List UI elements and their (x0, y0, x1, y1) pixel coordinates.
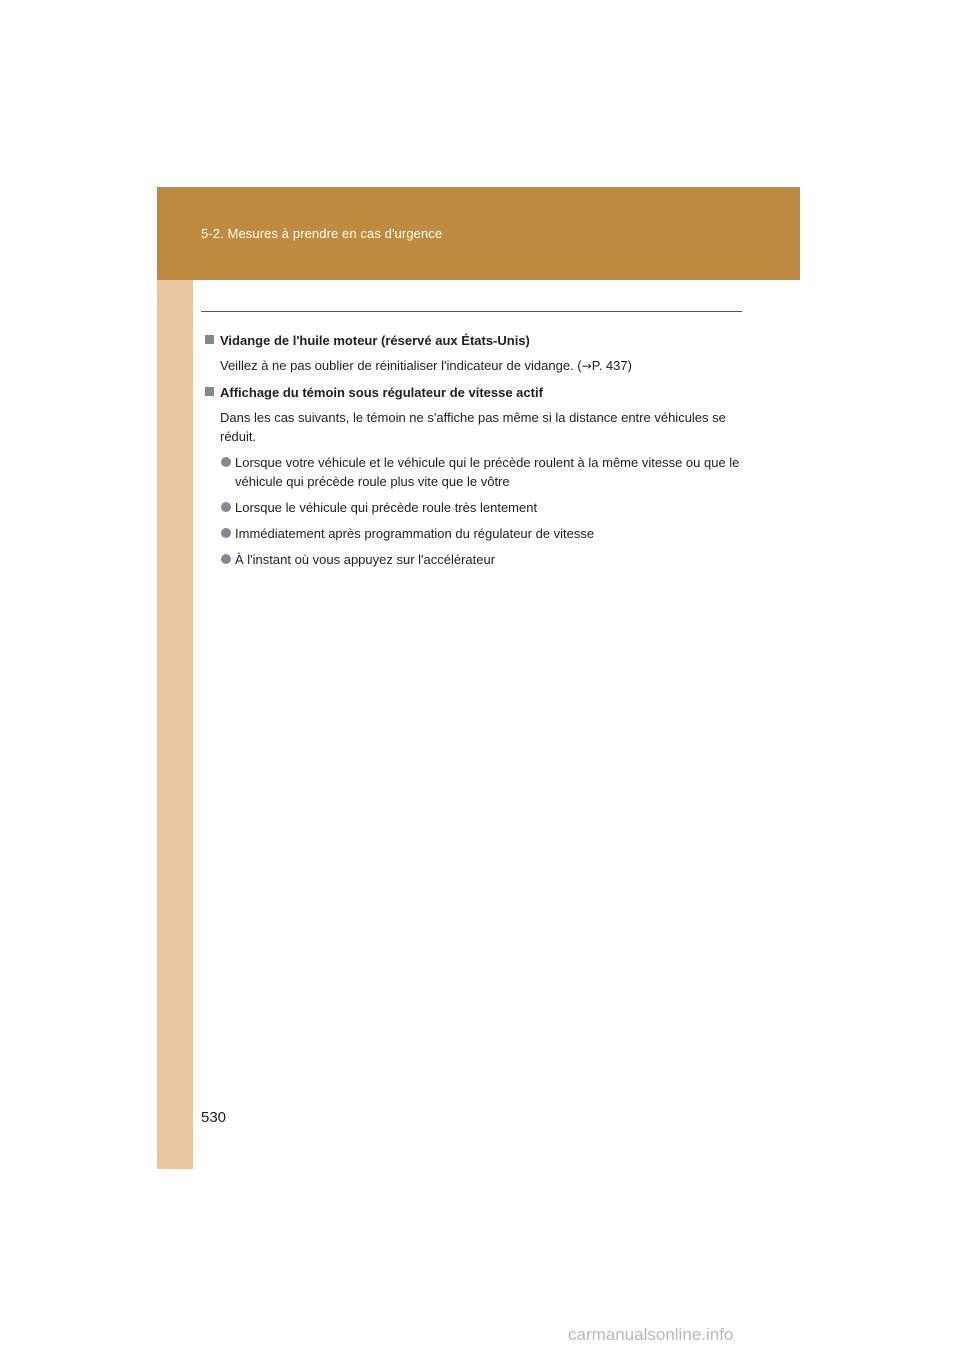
list-item (201, 453, 746, 491)
round-bullet-icon (221, 528, 231, 538)
round-bullet-icon (221, 457, 231, 467)
paragraph-cruise-indicator: Dans les cas suivants, le témoin ne s'affiche pas même si la distance entre véhicules se réduit. (220, 410, 726, 444)
paragraph-oil-change (201, 356, 746, 376)
page-number: 530 (201, 1109, 227, 1126)
arrow-right-icon: → (581, 359, 592, 373)
square-bullet-icon (205, 335, 214, 344)
top-divider (201, 311, 742, 312)
page-reference: P. 437) (591, 358, 632, 373)
list-item-text: À l'instant où vous appuyez sur l'accélérateur (235, 552, 496, 567)
page-content (201, 331, 746, 576)
list-item (201, 524, 746, 543)
list-item-text: Lorsque votre véhicule et le véhicule qui le précède roulent à la même vitesse ou que le véhicule qui précède roule plus vite que le vôtre (235, 455, 740, 489)
heading-cruise-indicator (201, 383, 746, 402)
list-item-text: Lorsque le véhicule qui précède roule très lentement (235, 500, 538, 515)
heading-text: Affichage du témoin sous régulateur de vitesse actif (220, 385, 543, 400)
paragraph-text: Veillez à ne pas oublier de réinitialiser l'indicateur de vidange. ( (220, 358, 582, 373)
round-bullet-icon (221, 502, 231, 512)
round-bullet-icon (221, 554, 231, 564)
watermark: carmanualsonline.info (568, 1325, 734, 1344)
square-bullet-icon (205, 387, 214, 396)
header-band (157, 187, 800, 280)
list-item-text: Immédiatement après programmation du régulateur de vitesse (235, 526, 595, 541)
section-title: 5-2. Mesures à prendre en cas d'urgence (201, 226, 443, 241)
manual-page (157, 187, 800, 1169)
left-margin-band (157, 187, 193, 1169)
list-item (201, 550, 746, 569)
list-item (201, 498, 746, 517)
heading-oil-change (201, 331, 746, 350)
heading-text: Vidange de l'huile moteur (réservé aux États-Unis) (220, 333, 530, 348)
